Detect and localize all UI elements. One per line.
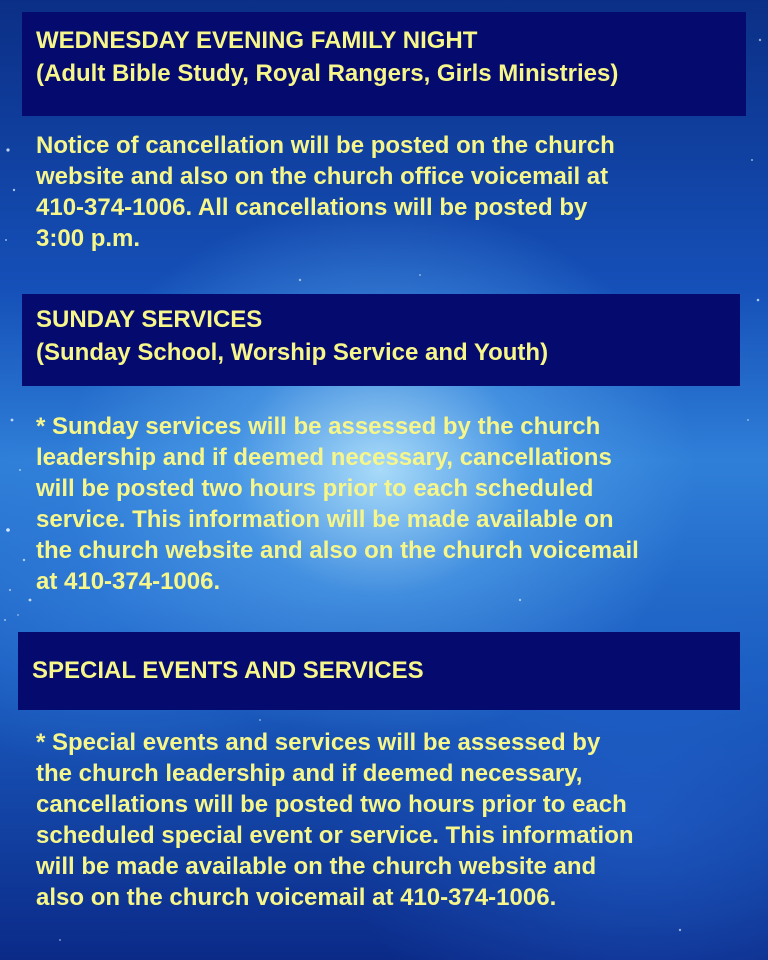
body-line: leadership and if deemed necessary, cancellations [36,444,612,471]
section-body-sunday [36,411,761,597]
body-line: service. This information will be made available on [36,506,614,533]
body-line: cancellations will be posted two hours prior to each [36,791,627,818]
heading-line: (Sunday School, Worship Service and Youth) [36,339,549,366]
body-line: will be made available on the church website and [36,853,597,880]
body-line: 410-374-1006. All cancellations will be posted by [36,194,588,221]
body-line: * Sunday services will be assessed by the church [36,413,601,440]
heading-line: WEDNESDAY EVENING FAMILY NIGHT [36,27,478,54]
heading-line: (Adult Bible Study, Royal Rangers, Girls Ministries) [36,60,619,87]
body-line: at 410-374-1006. [36,568,221,595]
heading-line: SPECIAL EVENTS AND SERVICES [32,657,424,684]
section-body-special-events [36,727,761,913]
body-line: the church website and also on the church voicemail [36,537,639,564]
section-heading-wednesday [22,12,746,116]
body-line: 3:00 p.m. [36,225,141,252]
section-heading-sunday [22,294,740,386]
heading-line: SUNDAY SERVICES [36,306,263,333]
body-line: will be posted two hours prior to each scheduled [36,475,594,502]
body-line: * Special events and services will be assessed by [36,729,601,756]
body-line: also on the church voicemail at 410-374-1006. [36,884,557,911]
section-body-wednesday [36,130,761,254]
body-line: scheduled special event or service. This information [36,822,634,849]
body-line: the church leadership and if deemed necessary, [36,760,583,787]
body-line: Notice of cancellation will be posted on the church [36,132,615,159]
body-line: website and also on the church office voicemail at [36,163,609,190]
section-heading-special-events [18,632,740,710]
